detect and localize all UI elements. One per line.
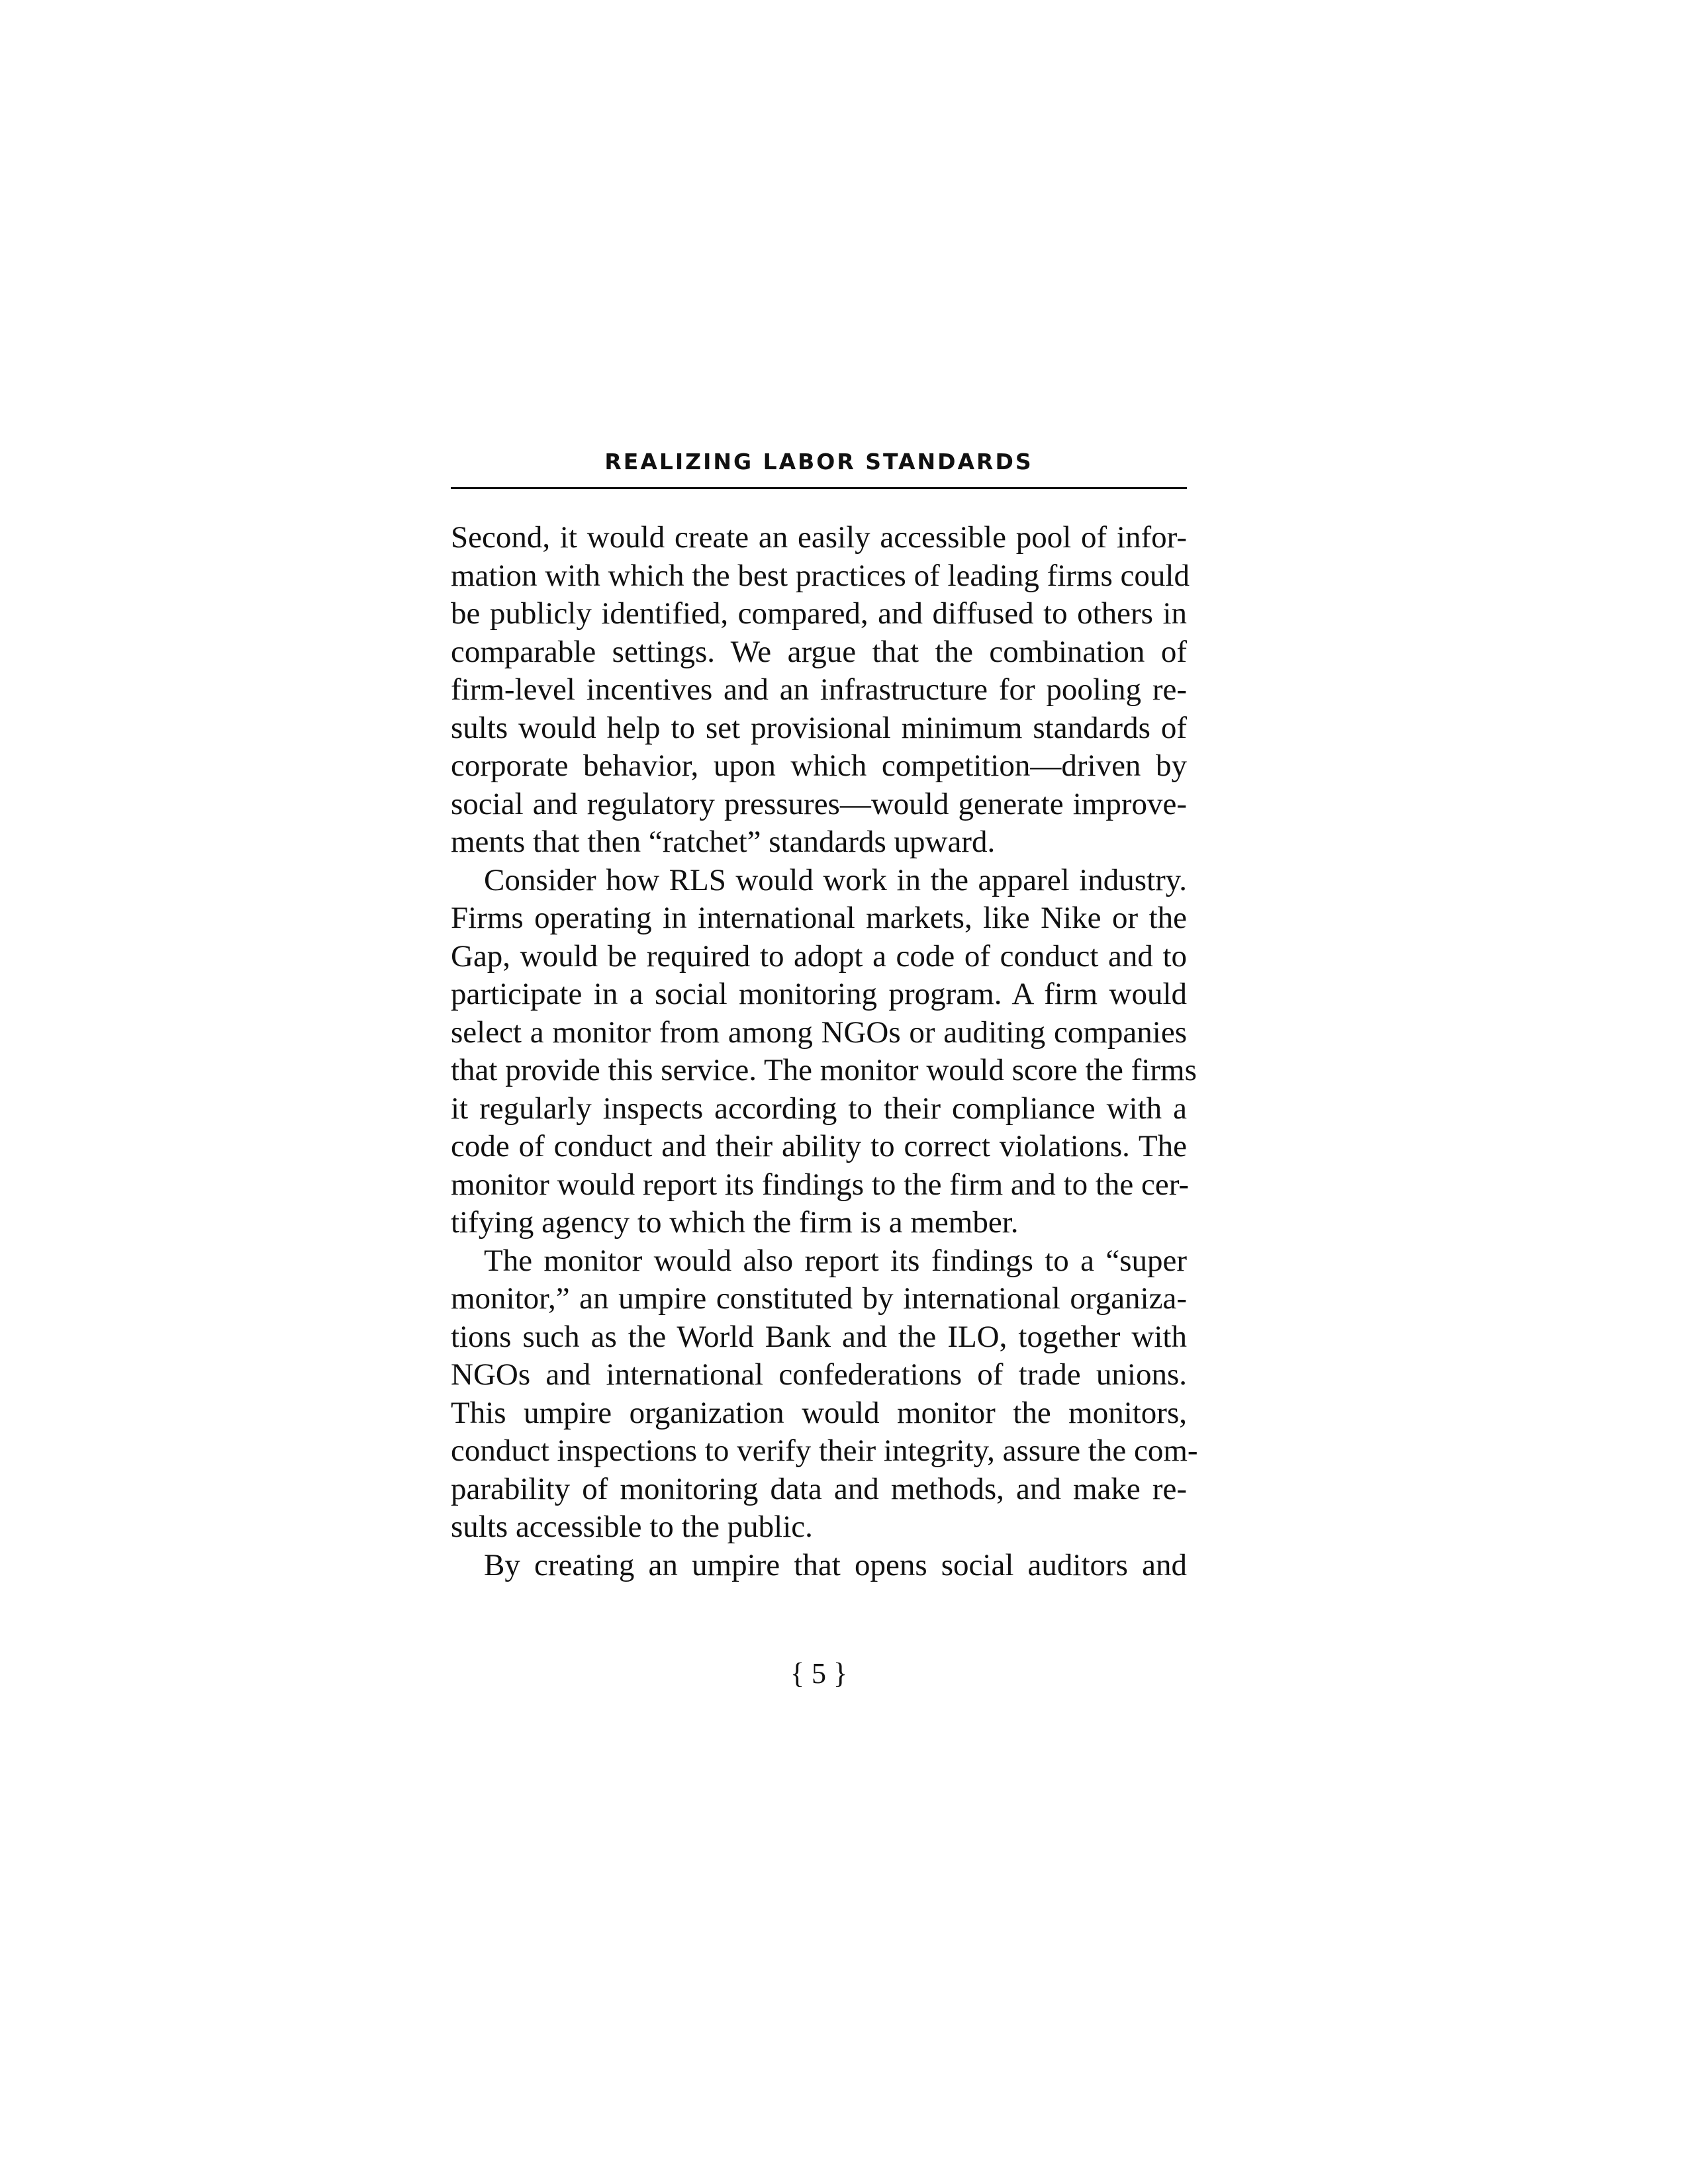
text-line: be publicly identified, compared, and diffused to others in xyxy=(451,596,1187,631)
text-line: Firms operating in international markets, like Nike or the xyxy=(451,901,1187,935)
text-line: Gap, would be required to adopt a code of conduct and to xyxy=(451,938,1187,974)
text-line: mation with which the best practices of leading firms could xyxy=(451,558,1190,593)
text-line: By creating an umpire that opens social auditors and xyxy=(484,1547,1187,1582)
text-line: NGOs and international confederations of trade unions. xyxy=(451,1357,1187,1392)
running-head: REALIZING LABOR STANDARDS xyxy=(604,449,1033,475)
text-line: Consider how RLS would work in the apparel industry. xyxy=(484,862,1187,897)
text-line: tifying agency to which the firm is a member. xyxy=(451,1205,1019,1240)
text-line: monitor,” an umpire constituted by international organiza- xyxy=(451,1281,1187,1316)
text-line: sults would help to set provisional minimum standards of xyxy=(451,710,1187,745)
text-line: social and regulatory pressures—would generate improve- xyxy=(451,786,1187,821)
text-line: Second, it would create an easily accessible pool of infor- xyxy=(451,520,1187,555)
header-rule xyxy=(451,487,1187,489)
text-line: conduct inspections to verify their integrity, assure the com- xyxy=(451,1433,1198,1468)
text-line: monitor would report its findings to the firm and to the cer- xyxy=(451,1167,1190,1202)
text-line: sults accessible to the public. xyxy=(451,1510,813,1544)
text-line: firm-level incentives and an infrastructure for pooling re- xyxy=(451,672,1187,707)
text-line: comparable settings. We argue that the combination of xyxy=(451,634,1187,669)
text-line: parability of monitoring data and methods, and make re- xyxy=(451,1471,1187,1506)
text-line: that provide this service. The monitor would score the firms xyxy=(451,1053,1197,1087)
body-text xyxy=(451,519,1198,1584)
text-line: tions such as the World Bank and the ILO, together with xyxy=(451,1319,1187,1354)
text-line: select a monitor from among NGOs or auditing companies xyxy=(451,1015,1187,1050)
text-line: ments that then “ratchet” standards upward. xyxy=(451,825,996,859)
text-line: participate in a social monitoring program. A firm would xyxy=(451,977,1187,1011)
text-line: it regularly inspects according to their compliance with a xyxy=(451,1091,1187,1126)
text-line: The monitor would also report its findings to a “super xyxy=(484,1243,1187,1278)
text-line: This umpire organization would monitor the monitors, xyxy=(451,1395,1187,1430)
text-line: corporate behavior, upon which competition—driven by xyxy=(451,749,1187,783)
page-number: { 5 } xyxy=(790,1657,848,1690)
text-line: code of conduct and their ability to correct violations. The xyxy=(451,1129,1187,1163)
